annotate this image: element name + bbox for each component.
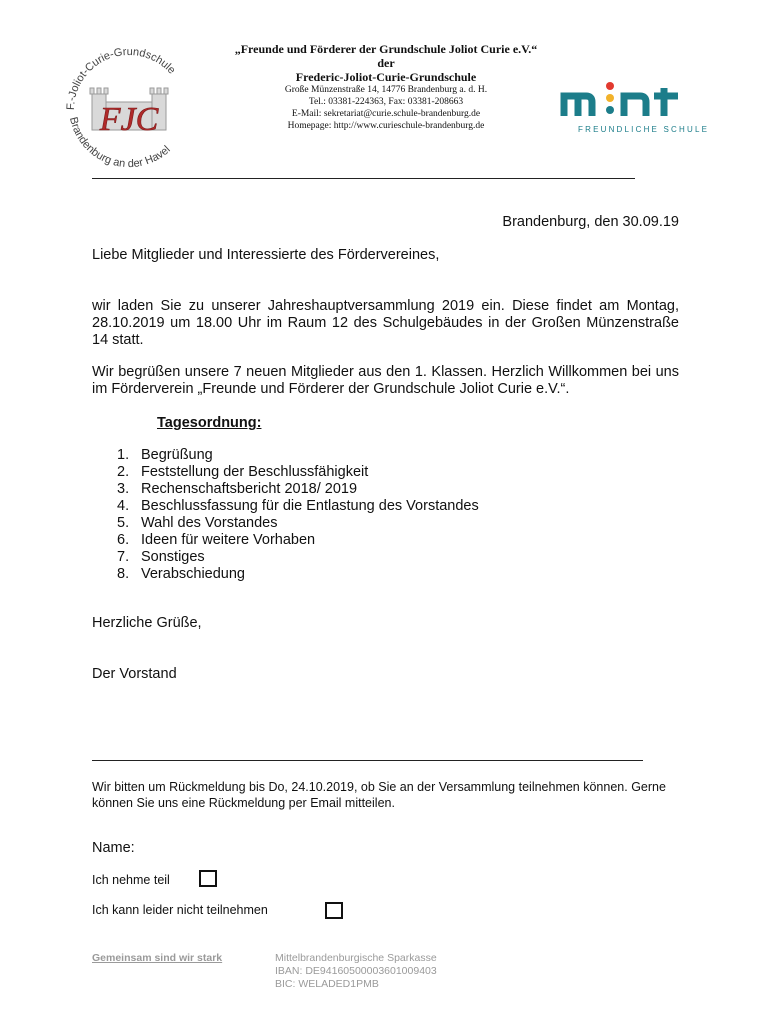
list-item: 6. Ideen für weitere Vorhaben (117, 532, 316, 548)
list-item: 5. Wahl des Vorstandes (117, 515, 278, 531)
mint-tagline: FREUNDLICHE SCHULE (578, 125, 710, 134)
agenda-title: Tagesordnung: (157, 415, 262, 431)
school-logo (60, 40, 198, 172)
letter-signature: Der Vorstand (92, 666, 177, 682)
reply-request: Wir bitten um Rückmeldung bis Do, 24.10.2019, ob Sie an der Versammlung teilnehmen können. Gerne können Sie uns eine Rückmeldung per Email mitteilen. (92, 780, 666, 810)
header-org-name: „Freunde und Förderer der Grundschule Joliot Curie e.V.“ (234, 42, 538, 56)
agenda-list (117, 447, 479, 583)
list-item: 1. Begrüßung (117, 447, 213, 463)
list-item: 8. Verabschiedung (117, 566, 245, 582)
letter-salutation: Liebe Mitglieder und Interessierte des Fördervereines, (92, 247, 440, 263)
list-item: 3. Rechenschaftsbericht 2018/ 2019 (117, 481, 358, 497)
letter-closing: Herzliche Grüße, (92, 615, 202, 631)
mint-dot-red (606, 82, 614, 90)
mint-dot-teal (606, 106, 614, 114)
decline-label: Ich kann leider nicht teilnehmen (92, 903, 268, 917)
footer-bank: Mittelbrandenburgische Sparkasse (275, 952, 437, 964)
name-label: Name: (92, 840, 135, 856)
mint-logo (560, 80, 716, 136)
header-school-name: Frederic-Joliot-Curie-Grundschule (295, 70, 477, 84)
logo-initials: FJC (99, 101, 159, 138)
list-item: 2. Feststellung der Beschlussfähigkeit (117, 464, 369, 480)
logo-bottom-text: Brandenburg an der Havel (66, 115, 173, 171)
header-connector: der (377, 56, 395, 70)
footer-bank-info (275, 952, 437, 991)
header-email[interactable]: E-Mail: sekretariat@curie.schule-brandenburg.de (291, 109, 481, 119)
header-divider (92, 178, 635, 179)
attend-label: Ich nehme teil (92, 873, 170, 887)
letter-paragraph-invitation: wir laden Sie zu unserer Jahreshauptversammlung 2019 ein. Diese findet am Montag, 28.10.2019 um 18.00 Uhr im Raum 12 des Schulgebäudes in der Großen Münzenstraße 14 statt. (92, 298, 679, 348)
list-item: 4. Beschlussfassung für die Entlastung des Vorstandes (117, 498, 479, 514)
letter-date: Brandenburg, den 30.09.19 (502, 214, 679, 230)
header-phone: Tel.: 03381-224363, Fax: 03381-208663 (308, 97, 464, 107)
reply-divider (92, 760, 643, 761)
mint-dot-yellow (606, 94, 614, 102)
letter-paragraph-welcome: Wir begrüßen unsere 7 neuen Mitglieder aus den 1. Klassen. Herzlich Willkommen bei uns im Förderverein „Freunde und Förderer der Grundschule Joliot Curie e.V.“. (92, 364, 679, 397)
footer-slogan: Gemeinsam sind wir stark (92, 952, 223, 964)
logo-top-text: F.-Joliot-Curie-Grundschule (64, 45, 178, 111)
header-address: Große Münzenstraße 14, 14776 Brandenburg a. d. H. (284, 85, 488, 95)
decline-checkbox[interactable] (325, 902, 343, 919)
attend-checkbox[interactable] (199, 870, 217, 887)
list-item: 7. Sonstiges (117, 549, 205, 565)
footer-iban: IBAN: DE94160500003601009403 (275, 965, 437, 977)
header-homepage[interactable]: Homepage: http://www.curieschule-brandenburg.de (287, 121, 485, 131)
footer-bic: BIC: WELADED1PMB (275, 978, 379, 990)
